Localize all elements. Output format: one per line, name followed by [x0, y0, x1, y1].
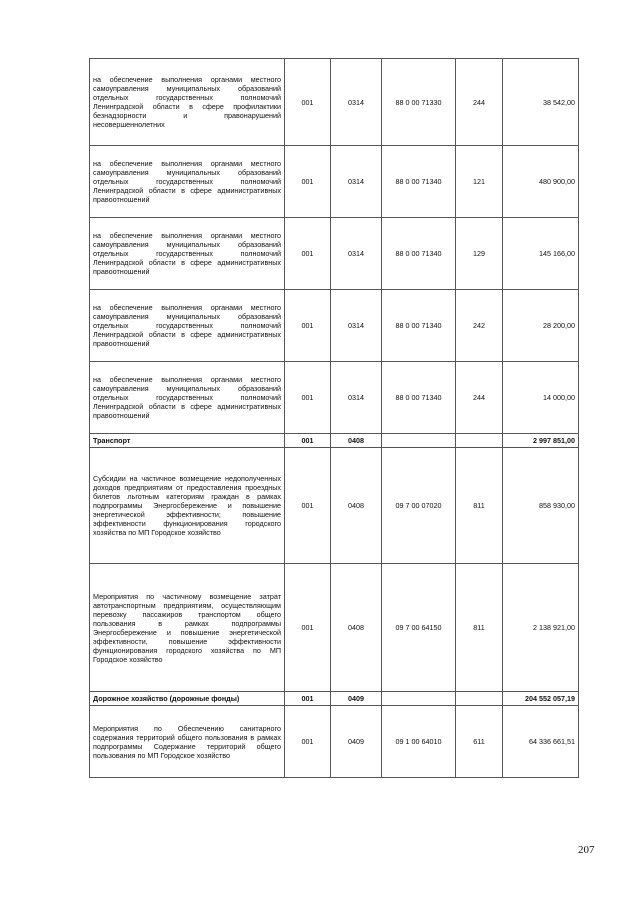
row-type: 129: [456, 218, 503, 290]
row-type: 244: [456, 59, 503, 146]
row-name: Мероприятия по Обеспечению санитарного содержания территорий общего пользования в рамках подпрограммы Содержание территорий общего пользования по МП Городское хозяйство: [90, 706, 285, 778]
row-name: Субсидии на частичное возмещение недополученных доходов предприятиям от предоставления проездных билетов льготным категориям граждан в рамках подпрограммы Энергосбережение и повышение энергетической эффективности; повышение эффективности функционирования городского хозяйства по МП Городское хозяйство: [90, 448, 285, 564]
row-name: Дорожное хозяйство (дорожные фонды): [90, 692, 285, 706]
row-name: на обеспечение выполнения органами местного самоуправления муниципальных образований отдельных государственных полномочий Ленинградской области в сфере административных правоотношений: [90, 362, 285, 434]
table-row-section-total: [90, 692, 579, 706]
row-section: 0314: [331, 362, 382, 434]
row-type: 244: [456, 362, 503, 434]
row-grbs: 001: [285, 448, 331, 564]
row-amount: 38 542,00: [503, 59, 579, 146]
row-amount: 204 552 057,19: [503, 692, 579, 706]
table-row: [90, 290, 579, 362]
row-grbs: 001: [285, 692, 331, 706]
row-article: 09 1 00 64010: [382, 706, 456, 778]
row-article: 88 0 00 71330: [382, 59, 456, 146]
row-amount: 480 900,00: [503, 146, 579, 218]
row-amount: 28 200,00: [503, 290, 579, 362]
row-name: на обеспечение выполнения органами местного самоуправления муниципальных образований отдельных государственных полномочий Ленинградской области в сфере профилактики безнадзорности и правонарушений несовершеннолетних: [90, 59, 285, 146]
row-grbs: 001: [285, 706, 331, 778]
row-article: 88 0 00 71340: [382, 290, 456, 362]
row-section: 0314: [331, 218, 382, 290]
table-row: [90, 448, 579, 564]
row-article: [382, 692, 456, 706]
row-section: 0409: [331, 706, 382, 778]
row-amount: 2 138 921,00: [503, 564, 579, 692]
row-grbs: 001: [285, 146, 331, 218]
row-name: Мероприятия по частичному возмещение затрат автотранспортным предприятиям, осуществляющим перевозку пассажиров транспортом общего пользования в рамках подпрограммы Энергосбережение и повышение энергетической эффективности, повышение эффективности функционирования городского хозяйства по МП Городское хозяйство: [90, 564, 285, 692]
table-row: [90, 146, 579, 218]
row-name: Транспорт: [90, 434, 285, 448]
row-amount: 2 997 851,00: [503, 434, 579, 448]
row-type: 811: [456, 448, 503, 564]
row-amount: 145 166,00: [503, 218, 579, 290]
row-article: 88 0 00 71340: [382, 146, 456, 218]
row-article: 09 7 00 64150: [382, 564, 456, 692]
row-article: [382, 434, 456, 448]
row-amount: 64 336 661,51: [503, 706, 579, 778]
row-type: [456, 692, 503, 706]
row-amount: 14 000,00: [503, 362, 579, 434]
table-row: [90, 564, 579, 692]
page-number: 207: [578, 844, 595, 856]
row-grbs: 001: [285, 59, 331, 146]
row-section: 0314: [331, 290, 382, 362]
row-type: 242: [456, 290, 503, 362]
row-name: на обеспечение выполнения органами местного самоуправления муниципальных образований отдельных государственных полномочий Ленинградской области в сфере административных правоотношений: [90, 218, 285, 290]
row-section: 0314: [331, 59, 382, 146]
row-grbs: 001: [285, 290, 331, 362]
row-type: 121: [456, 146, 503, 218]
table-row: [90, 218, 579, 290]
table-row: [90, 59, 579, 146]
row-grbs: 001: [285, 564, 331, 692]
row-article: 88 0 00 71340: [382, 362, 456, 434]
row-section: 0409: [331, 692, 382, 706]
row-grbs: 001: [285, 362, 331, 434]
table-row-section-total: [90, 434, 579, 448]
row-type: 611: [456, 706, 503, 778]
row-type: 811: [456, 564, 503, 692]
row-type: [456, 434, 503, 448]
row-grbs: 001: [285, 218, 331, 290]
table-row: [90, 706, 579, 778]
row-amount: 858 930,00: [503, 448, 579, 564]
row-article: 88 0 00 71340: [382, 218, 456, 290]
row-article: 09 7 00 07020: [382, 448, 456, 564]
row-name: на обеспечение выполнения органами местного самоуправления муниципальных образований отдельных государственных полномочий Ленинградской области в сфере административных правоотношений: [90, 146, 285, 218]
row-section: 0408: [331, 448, 382, 564]
row-section: 0408: [331, 564, 382, 692]
row-section: 0408: [331, 434, 382, 448]
table-row: [90, 362, 579, 434]
row-section: 0314: [331, 146, 382, 218]
budget-table: [89, 58, 579, 778]
row-grbs: 001: [285, 434, 331, 448]
row-name: на обеспечение выполнения органами местного самоуправления муниципальных образований отдельных государственных полномочий Ленинградской области в сфере административных правоотношений: [90, 290, 285, 362]
